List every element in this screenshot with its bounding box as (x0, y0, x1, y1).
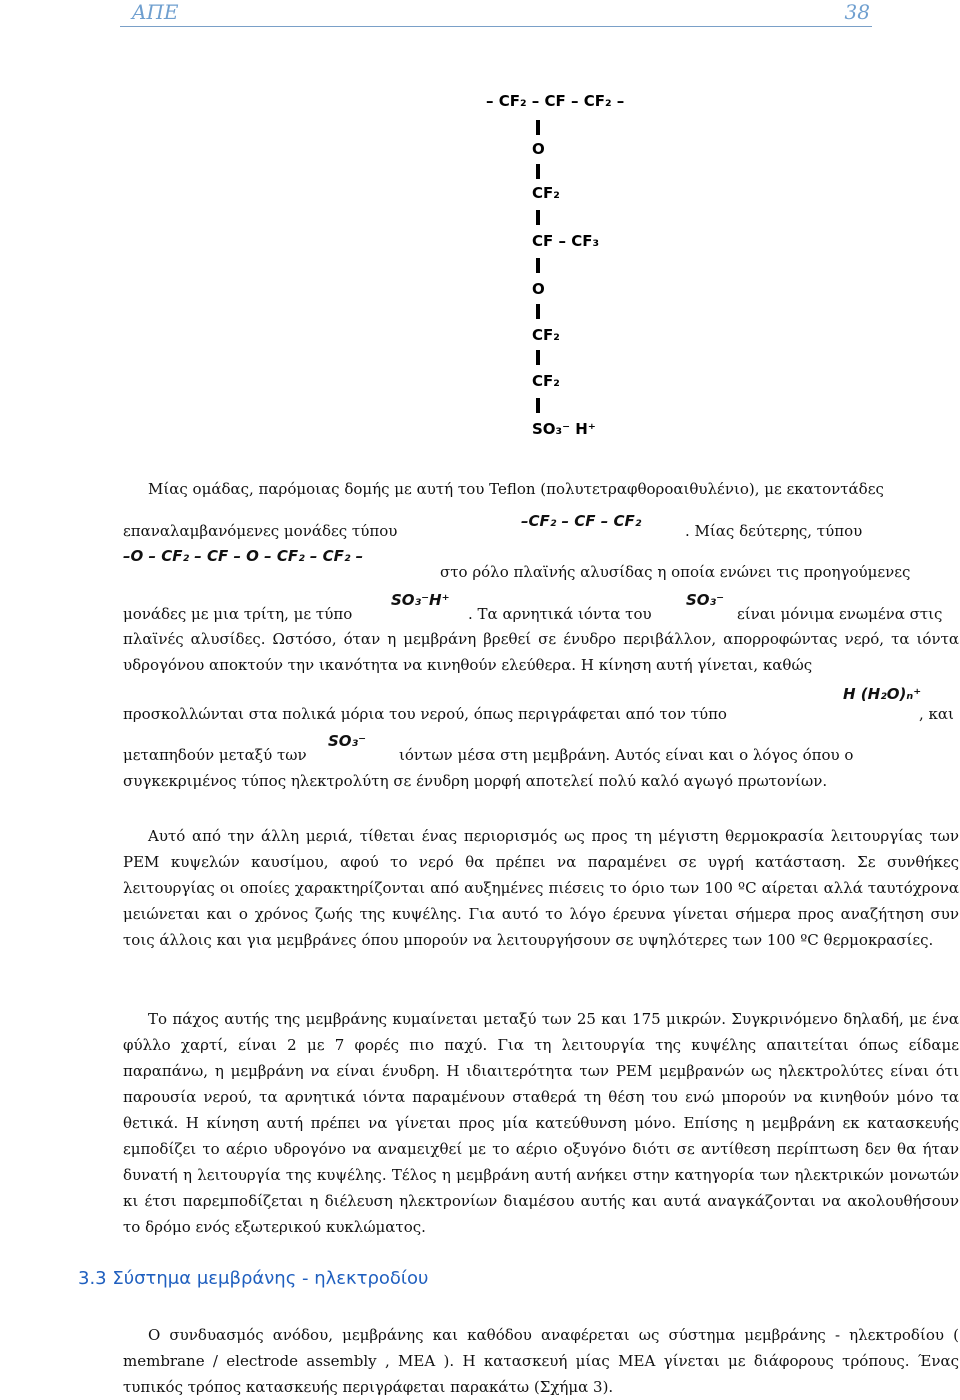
formula-so3-inline: SO₃⁻ (686, 591, 725, 609)
paragraph-1-body (123, 626, 959, 678)
paragraph-1-line-1: Μίας ομάδας, παρόμοιας δομής με αυτή του Teflon (πολυτετραφθοροαιθυλένιο), με εκατοντάδες (148, 480, 884, 498)
text-span: . Μίας δεύτερης, τύπου (685, 522, 863, 540)
section-heading: 3.3 Σύστημα μεμβράνης - ηλεκτροδίου (78, 1268, 429, 1289)
formula-backbone: – CF₂ – CF – CF₂ – (486, 92, 625, 110)
text-span: ιόντων μέσα στη μεμβράνη. Αυτός είναι και ο λόγος όπου ο (399, 746, 854, 764)
bond (536, 304, 540, 319)
bond (536, 164, 540, 179)
paragraph-1-line-2 (123, 512, 959, 540)
page-header (120, 0, 872, 27)
formula-cf2-b: CF₂ (532, 326, 560, 344)
text-span: , και (919, 705, 954, 723)
formula-so3-inline-2: SO₃⁻ (328, 732, 367, 750)
text-span: επαναλαμβανόμενες μονάδες τύπου (123, 522, 398, 540)
text-span: μεταπηδούν μεταξύ των (123, 746, 307, 764)
text-span: μονάδες με μια τρίτη, με τύπο (123, 605, 353, 623)
formula-oxygen-2: O (532, 280, 545, 298)
text-span: . Τα αρνητικά ιόντα του (468, 605, 652, 623)
formula-cf2-a: CF₂ (532, 184, 560, 202)
paragraph-text: πλαϊνές αλυσίδες. Ωστόσο, όταν η μεμβράνη βρεθεί σε ένυδρο περιβάλλον, απορροφώντας νερό, τα ιόντα υδρογόνου αποκτούν την ικανότητα να κινηθούν ελεύθερα. Η κίνηση αυτή γίνεται, καθώς (123, 630, 959, 674)
paragraph-1-line-3b: στο ρόλο πλαϊνής αλυσίδας η οποία ενώνει τις προηγούμενες (440, 563, 911, 581)
paragraph-4 (123, 1322, 959, 1400)
bond (536, 350, 540, 365)
paragraph-text: Ο συνδυασμός ανόδου, μεμβράνης και καθόδου αναφέρεται ως σύστημα μεμβράνης - ηλεκτροδίου ( membrane / electrode assembly , MEA ). Η κατασκευή μίας MEA γίνεται με διάφορους τρόπους. Ένας τυπικός τρόπος κατασκευής περιγράφεται παρακάτω (Σχήμα 3). (123, 1326, 959, 1396)
paragraph-text: Το πάχος αυτής της μεμβράνης κυμαίνεται μεταξύ των 25 και 175 μικρών. Συγκρινόμενο δηλαδή, με ένα φύλλο χαρτί, είναι 2 με 7 φορές πιο παχύ. Για τη λειτουργία της κυψέλης απαιτείται όπως είδαμε παραπάνω, η μεμβράνη να είναι ένυδρη. Η ιδιαιτερότητα των PEM μεμβρανών ως ηλεκτρολύτες είναι ότι παρουσία νερού, τα αρνητικά ιόντα παραμένουν σταθερά τη θέση του ενώ μπορούν να κινηθούν μόνο τα θετικά. Η κίνηση αυτή πρέπει να γίνεται προς μία κατεύθυνση μόνο. Επίσης η μεμβράνη εκ κατασκευής εμποδίζει το αέριο υδρογόνο να αναμειχθεί με το αέριο οξυγόνο διότι σε αντίθεση περίπτωση δεν θα ήταν δυνατή η λειτουργία της κυψέλης. Τέλος η μεμβράνη αυτή ανήκει στην κατηγορία των ηλεκτρικών μονωτών κι έτσι παρεμποδίζεται η διέλευση ηλεκτρονίων διαμέσου αυτής και αυτά αναγκάζονται να ακολουθήσουν το δρόμο ενός εξωτερικού κυκλώματος. (123, 1010, 959, 1236)
text-span: προσκολλώνται στα πολικά μόρια του νερού, όπως περιγράφεται από τον τύπο (123, 705, 727, 723)
formula-hydronium: H (H₂O)ₙ⁺ (843, 685, 922, 703)
bond (536, 398, 540, 413)
header-title: ΑΠΕ (132, 0, 179, 24)
paragraph-2 (123, 823, 959, 953)
text-span: είναι μόνιμα ενωμένα στις (737, 605, 943, 623)
formula-cf2-c: CF₂ (532, 372, 560, 390)
bond (536, 210, 540, 225)
formula-so3h-inline: SO₃⁻H⁺ (391, 591, 450, 609)
bond (536, 258, 540, 273)
formula-so3h: SO₃⁻ H⁺ (532, 420, 596, 438)
paragraph-1-line-6 (123, 685, 959, 723)
formula-repeat-unit: –CF₂ – CF – CF₂ (521, 512, 642, 530)
formula-cf-cf3: CF – CF₃ (532, 232, 600, 250)
paragraph-1-line-7 (123, 732, 959, 764)
paragraph-1-line-8: συγκεκριμένος τύπος ηλεκτρολύτη σε ένυδρη μορφή αποτελεί πολύ καλό αγωγό πρωτονίων. (123, 772, 828, 790)
formula-oxygen-1: O (532, 140, 545, 158)
page-number: 38 (844, 0, 870, 24)
paragraph-3 (123, 1006, 959, 1240)
formula-side-chain: –O – CF₂ – CF – O – CF₂ – CF₂ – (123, 547, 364, 565)
paragraph-text: Αυτό από την άλλη μεριά, τίθεται ένας περιορισμός ως προς τη μέγιστη θερμοκρασία λειτουργίας των PEM κυψελών καυσίμου, αφού το νερό θα πρέπει να παραμένει σε υγρή κατάσταση. Σε συνθήκες λειτουργίας οι οποίες χαρακτηρίζονται από αυξημένες πιέσεις το όριο των 100 ºC αίρεται αλλά ταυτόχρονα μειώνεται και ο χρόνος ζωής της κυψέλης. Για αυτό το λόγο έρευνα γίνεται σήμερα προς αναζήτηση συν τοις άλλοις και για μεμβράνες όπου μπορούν να λειτουργήσουν σε υψηλότερες των 100 ºC θερμοκρασίες. (123, 827, 959, 949)
paragraph-1-line-4 (123, 591, 959, 623)
bond (536, 120, 540, 135)
